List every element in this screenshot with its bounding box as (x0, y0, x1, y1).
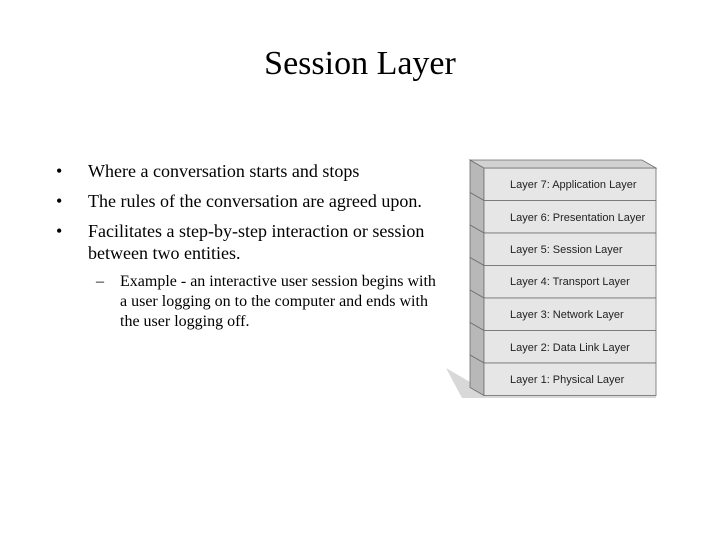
sub-bullet-marker: – (96, 273, 104, 290)
bullet-text: The rules of the conversation are agreed upon. (88, 191, 422, 211)
sub-bullet-item (56, 272, 436, 332)
stack-top-cap (470, 160, 656, 168)
bullet-item (56, 160, 436, 182)
slide-title: Session Layer (264, 45, 456, 82)
bullet-item (56, 190, 436, 212)
bullet-marker: • (56, 191, 63, 211)
sub-bullet-text: Example - an interactive user session begins with a user logging on to the computer and ends with the user logging off. (120, 273, 436, 330)
layer-label-6: Layer 6: Presentation Layer (510, 212, 646, 224)
bullet-list (56, 160, 436, 332)
osi-layer-stack (440, 150, 670, 410)
bullet-text: Where a conversation starts and stops (88, 161, 360, 181)
layer-label-4: Layer 4: Transport Layer (510, 276, 630, 288)
layer-label-1: Layer 1: Physical Layer (510, 374, 625, 386)
bullet-marker: • (56, 221, 63, 241)
layer-label-3: Layer 3: Network Layer (510, 309, 624, 321)
bullet-marker: • (56, 161, 63, 181)
layer-label-5: Layer 5: Session Layer (510, 244, 623, 256)
layer-label-2: Layer 2: Data Link Layer (510, 342, 630, 354)
bullet-item (56, 220, 436, 264)
bullet-text: Facilitates a step-by-step interaction or session between two entities. (88, 221, 425, 263)
layer-label-7: Layer 7: Application Layer (510, 179, 637, 191)
